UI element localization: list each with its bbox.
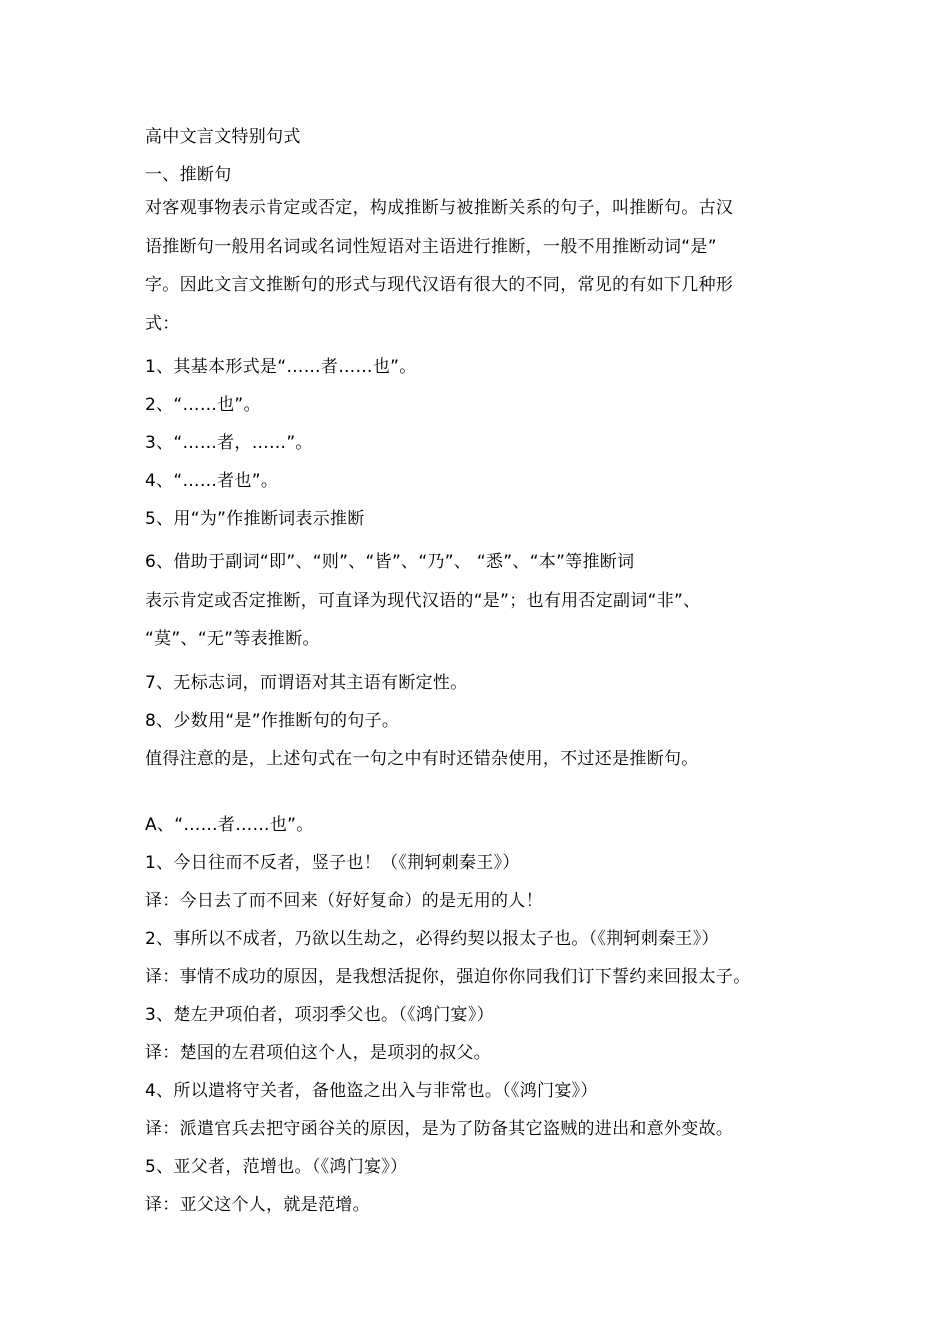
paragraph-line: 式：	[145, 313, 180, 334]
intro-paragraph	[145, 189, 815, 343]
example-sentence: 3、楚左尹项伯者，项羽季父也。（《鸿门宴》）	[145, 1004, 494, 1025]
paragraph-line: 字。因此文言文推断句的形式与现代汉语有很大的不同，常见的有如下几种形	[145, 275, 734, 295]
example-translation: 译：派遣官兵去把守函谷关的原因，是为了防备其它盗贼的进出和意外变故。	[145, 1118, 734, 1139]
list-item: 4、“……者也”。	[145, 471, 279, 491]
note-text: 值得注意的是，上述句式在一句之中有时还错杂使用，不过还是推断句。	[145, 748, 699, 769]
example-sentence: 4、所以遣将守关者，备他盗之出入与非常也。（《鸿门宴》）	[145, 1080, 598, 1101]
list-item: 7、无标志词，而谓语对其主语有断定性。	[145, 672, 468, 693]
list-item: 3、“……者，……”。	[145, 433, 313, 453]
paragraph-line: 6、借助于副词“即”、“则”、“皆”、“乃”、 “悉”、“本”等推断词	[145, 552, 635, 572]
list-item-multiline	[145, 543, 815, 659]
example-translation: 译：亚父这个人，就是范增。	[145, 1194, 370, 1215]
list-item: 2、“……也”。	[145, 395, 261, 415]
subsection-heading: A、“……者……也”。	[145, 814, 314, 835]
document-body	[145, 123, 815, 1219]
paragraph-line: 对客观事物表示肯定或否定，构成推断与被推断关系的句子，叫推断句。古汉	[145, 198, 734, 218]
example-sentence: 5、亚父者，范增也。（《鸿门宴》）	[145, 1156, 408, 1177]
paragraph-line: 表示肯定或否定推断，可直译为现代汉语的“是”；也有用否定副词“非”、	[145, 590, 701, 611]
spacer	[145, 773, 815, 801]
page-title: 高中文言文特别句式	[145, 127, 301, 147]
example-translation: 译：今日去了而不回来（好好复命）的是无用的人！	[145, 890, 543, 911]
section-heading: 一、推断句	[145, 165, 232, 185]
example-translation: 译：楚国的左君项伯这个人，是项羽的叔父。	[145, 1042, 491, 1063]
example-translation: 译：事情不成功的原因，是我想活捉你，强迫你你同我们订下誓约来回报太子。	[145, 966, 751, 987]
paragraph-line: “莫”、“无”等表推断。	[145, 629, 320, 649]
paragraph-line: 语推断句一般用名词或名词性短语对主语进行推断，一般不用推断动词“是”	[145, 236, 717, 257]
example-sentence: 2、事所以不成者，乃欲以生劫之，必得约契以报太子也。（《荆轲刺秦王》）	[145, 928, 719, 949]
list-item: 5、用“为”作推断词表示推断	[145, 509, 365, 529]
list-item: 8、少数用“是”作推断句的句子。	[145, 710, 400, 731]
example-sentence: 1、今日往而不反者，竖子也！（《荆轲刺秦王》）	[145, 852, 520, 873]
list-item: 1、其基本形式是“……者……也”。	[145, 357, 417, 377]
